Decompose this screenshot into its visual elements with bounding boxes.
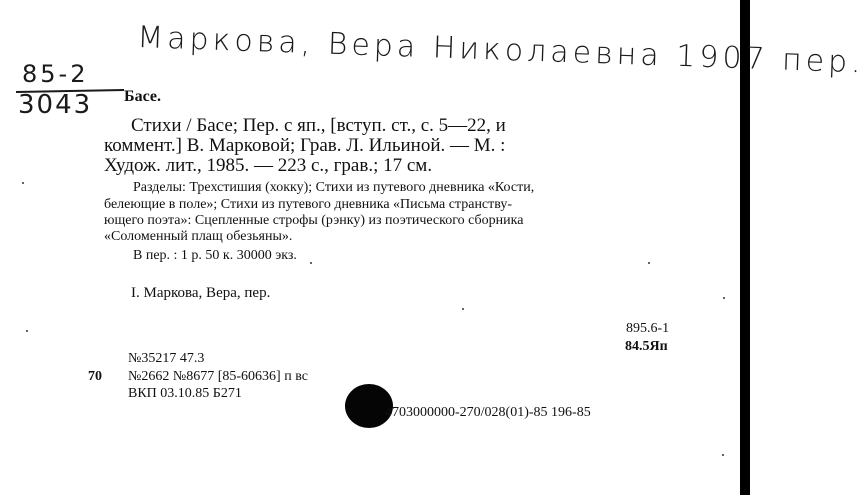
speck (722, 454, 724, 456)
description-line: Стихи / Басе; Пер. с яп., [вступ. ст., с. 5—22, и (131, 115, 506, 136)
contents-line: «Соломенный плащ обезьяны». (104, 229, 293, 244)
classification-code: 895.6-1 (626, 321, 670, 336)
isbn-line: 4703000000-270/028(01)-85 196-85 (385, 405, 591, 420)
contents-line: ющего поэта»: Сцепленные строфы (рэнку) из поэтического сборника (104, 213, 524, 228)
record-prefix: 70 (88, 369, 102, 384)
added-entry: I. Маркова, Вера, пер. (131, 285, 271, 301)
handwritten-code-bottom: 3043 (18, 90, 93, 120)
speck (462, 308, 464, 310)
card-heading: Басе. (124, 88, 161, 105)
speck (723, 297, 725, 299)
speck (648, 262, 650, 264)
contents-line: Разделы: Трехстишия (хокку); Стихи из путевого дневника «Кости, (133, 180, 535, 195)
speck (26, 330, 28, 332)
record-number: №35217 47.3 (128, 351, 205, 366)
record-number: №2662 №8677 [85-60636] п вс (128, 369, 308, 384)
price-line: В пер. : 1 р. 50 к. 30000 экз. (133, 248, 297, 263)
description-line: Худож. лит., 1985. — 223 с., грав.; 17 см. (104, 155, 433, 176)
speck (310, 262, 312, 264)
description-line: коммент.] В. Марковой; Грав. Л. Ильиной. — М. : (104, 135, 506, 156)
speck (22, 182, 24, 184)
record-number: ВКП 03.10.85 Б271 (128, 386, 242, 401)
handwritten-name: Маркова, Вера Николаевна 1907 пер. (136, 20, 865, 81)
classification-code: 84.5Яп (625, 339, 668, 354)
handwritten-code-top: 85-2 (22, 60, 89, 88)
contents-line: белеющие в поле»; Стихи из путевого дневника «Письма странству- (104, 197, 513, 212)
